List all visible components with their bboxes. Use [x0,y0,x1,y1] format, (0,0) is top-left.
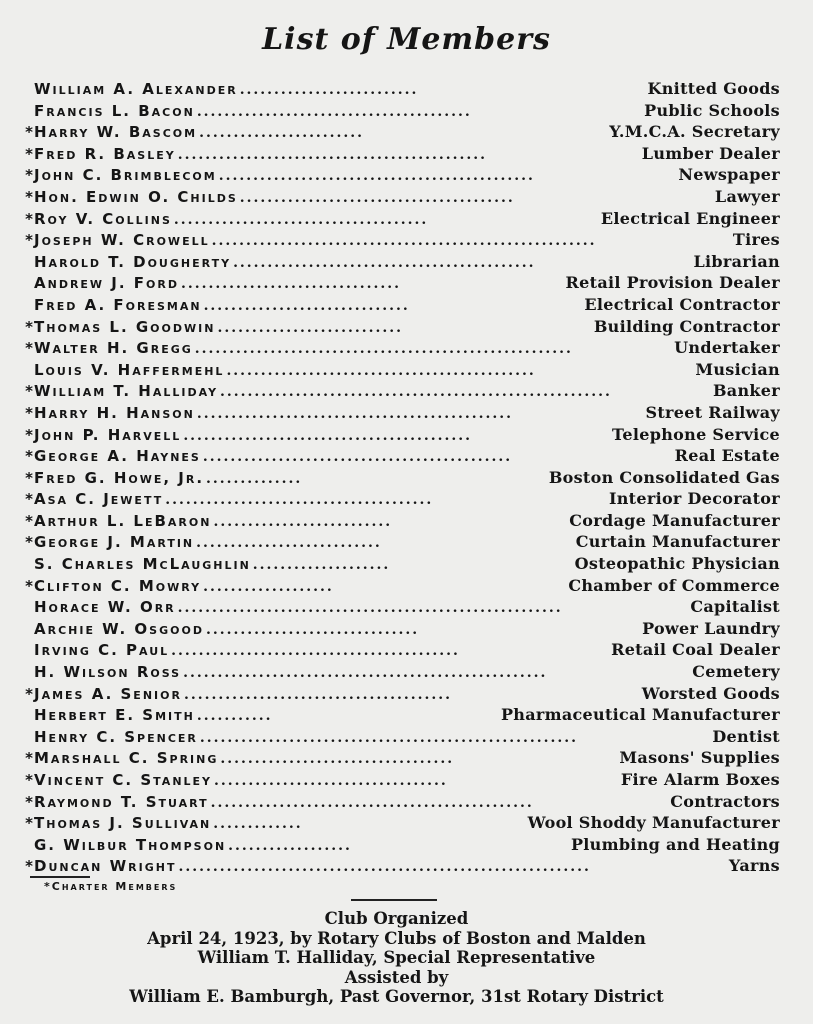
dot-leader: ....................................................... [194,341,573,358]
member-occupation: Librarian [693,251,780,271]
member-occupation: Electrical Engineer [600,208,780,228]
dot-leader: ............................................. [226,362,536,379]
member-occupation: Electrical Contractor [584,294,780,314]
charter-marker: * [25,403,33,422]
member-name: Marshall C. Spring [34,749,219,768]
charter-marker: * [25,123,33,142]
member-name: Walter H. Gregg [34,339,193,358]
member-name: Raymond T. Stuart [34,792,209,811]
member-row [20,446,780,468]
member-row [20,576,780,598]
dot-leader: ........................... [217,319,404,336]
charter-marker: * [25,576,33,595]
charter-marker: * [25,166,33,185]
member-occupation: Real Estate [674,446,780,466]
footer [0,909,793,1007]
footer-line-assisted-by: Assisted by [344,967,449,987]
member-name: Fred A. Foresman [34,295,202,314]
member-name: G. Wilbur Thompson [34,835,227,854]
dot-leader: .......................... [213,513,393,530]
member-occupation: Power Laundry [642,618,780,638]
charter-marker: * [25,144,33,163]
member-name: George J. Martin [34,533,195,552]
member-occupation: Street Railway [645,402,780,422]
member-occupation: Masons' Supplies [619,748,780,768]
member-occupation: Capitalist [690,597,780,617]
dot-leader: ..................................... [173,211,429,228]
dot-leader: ............................... [205,621,420,638]
member-name: Harold T. Dougherty [34,252,232,271]
member-row [20,705,780,727]
dot-leader: ........................................ [239,189,515,206]
footer-line-representative: William T. Halliday, Special Representative [197,948,596,967]
member-name: Asa C. Jewett [34,490,164,509]
charter-marker: * [25,684,33,703]
dot-leader: ............. [213,816,303,833]
member-occupation: Contractors [670,791,780,811]
member-row [20,532,780,554]
member-occupation: Newspaper [678,165,780,185]
charter-marker: * [25,792,33,811]
dot-leader: ........... [196,708,273,725]
member-row [20,165,780,187]
charter-marker: * [25,857,33,876]
member-occupation: Musician [695,359,780,379]
dot-leader: .............. [206,470,303,487]
member-row [20,856,780,878]
member-occupation: Yarns [728,856,780,876]
member-occupation: Knitted Goods [647,79,780,98]
member-name: Henry C. Spencer [34,727,198,746]
dot-leader: .......................................... [171,643,460,660]
member-occupation: Worsted Goods [641,683,780,703]
charter-members-note: *Charter Members [44,880,178,893]
member-name: Hon. Edwin O. Childs [34,187,238,206]
dot-leader: ......................................................... [220,384,612,401]
charter-marker: * [25,533,33,552]
member-row [20,295,780,317]
charter-marker: * [25,425,33,444]
member-occupation: Curtain Manufacturer [575,532,780,552]
member-name: S. Charles McLaughlin [34,555,251,574]
member-name: Thomas L. Goodwin [34,317,216,336]
dot-leader: ........................... [196,535,382,552]
dot-leader: ............................................. [177,146,488,163]
member-occupation: Cemetery [692,662,780,682]
dot-leader: ............................................ [233,254,536,271]
member-name: Horace W. Orr [34,598,176,617]
member-row [20,468,780,490]
member-occupation: Osteopathic Physician [574,554,780,574]
member-row [20,403,780,425]
member-row [20,511,780,533]
dot-leader: .............................................. [196,405,514,422]
dot-leader: .............................................. [218,168,535,185]
footer-divider [351,899,437,901]
member-name: Fred G. Howe, Jr. [34,468,205,487]
member-occupation: Public Schools [644,100,780,120]
charter-marker: * [25,209,33,228]
dot-leader: ........................................................ [211,233,597,250]
charter-divider [30,876,90,878]
member-name: William T. Halliday [34,382,219,401]
member-name: Duncan Wright [34,857,177,876]
dot-leader: ....................................... [165,492,434,509]
dot-leader: .......................................... [183,427,473,444]
charter-marker: * [25,317,33,336]
member-row [20,79,780,101]
member-row [20,230,780,252]
member-row [20,727,780,749]
member-name: James A. Senior [34,684,182,703]
dot-leader: .......................... [239,82,419,98]
member-occupation: Lumber Dealer [641,143,780,163]
page-title: List of Members [262,22,551,57]
charter-marker: * [25,447,33,466]
member-name: Irving C. Paul [34,641,170,660]
member-name: Joseph W. Crowell [34,231,210,250]
dot-leader: .................... [252,557,391,574]
member-name: Louis V. Haffermehl [34,360,225,379]
member-row [20,554,780,576]
member-row [20,209,780,231]
footer-line-date: April 24, 1923, by Rotary Clubs of Boston and Malden [147,928,646,948]
dot-leader: ................... [203,578,334,595]
member-row [20,338,780,360]
charter-marker: * [25,749,33,768]
charter-marker: * [25,382,33,401]
member-name: Fred R. Basley [34,144,176,163]
member-occupation: Tires [732,230,780,250]
member-name: William A. Alexander [34,80,238,98]
footer-line-governor: William E. Bamburgh, Past Governor, 31st Rotary District [129,987,664,1006]
member-row [20,489,780,511]
dot-leader: ................................ [181,276,401,293]
dot-leader: ........................................ [196,103,472,120]
charter-marker: * [25,814,33,833]
member-name: H. Wilson Ross [34,663,182,682]
charter-marker: * [25,231,33,250]
member-occupation: Pharmaceutical Manufacturer [500,705,780,725]
member-row [20,748,780,770]
member-row [20,122,780,144]
member-occupation: Dentist [712,726,780,746]
member-row [20,835,780,857]
member-name: Clifton C. Mowry [34,576,202,595]
member-occupation: Wool Shoddy Manufacturer [527,813,780,833]
member-occupation: Retail Provision Dealer [565,273,780,293]
member-occupation: Building Contractor [593,316,780,336]
member-occupation: Boston Consolidated Gas [548,467,780,487]
member-occupation: Y.M.C.A. Secretary [609,122,780,142]
member-name: Harry H. Hanson [34,403,195,422]
member-name: Thomas J. Sullivan [34,814,212,833]
member-row [20,252,780,274]
member-row [20,640,780,662]
member-row [20,597,780,619]
member-occupation: Telephone Service [612,424,780,444]
member-name: Roy V. Collins [34,209,172,228]
member-row [20,101,780,123]
dot-leader: ........................................................ [177,600,563,617]
dot-leader: .............................. [203,297,410,314]
member-occupation: Retail Coal Dealer [611,640,780,660]
charter-marker: * [25,339,33,358]
member-row [20,187,780,209]
members-list [20,79,780,878]
dot-leader: ............................................. [202,449,513,466]
member-row [20,360,780,382]
dot-leader: ............................................... [210,794,534,811]
member-row [20,317,780,339]
member-row [20,381,780,403]
member-row [20,619,780,641]
member-occupation: Interior Decorator [608,489,780,509]
member-name: Arthur L. LeBaron [34,511,212,530]
member-row [20,813,780,835]
dot-leader: .................. [228,837,352,854]
member-occupation: Chamber of Commerce [568,575,780,595]
member-occupation: Fire Alarm Boxes [620,770,780,789]
member-row [20,684,780,706]
member-row [20,273,780,295]
member-name: George A. Haynes [34,447,201,466]
member-occupation: Undertaker [674,338,780,358]
charter-marker: * [25,468,33,487]
dot-leader: .................................. [220,751,455,768]
charter-marker: * [25,771,33,789]
member-row [20,770,780,792]
member-row [20,662,780,684]
dot-leader: ............................................................ [178,859,591,876]
dot-leader: ........................ [199,125,365,142]
member-occupation: Plumbing and Heating [570,834,780,854]
dot-leader: ..................................................... [183,665,548,682]
member-occupation: Banker [712,381,780,401]
member-occupation: Lawyer [714,186,780,206]
member-row [20,792,780,814]
member-name: Herbert E. Smith [34,706,195,725]
dot-leader: ....................................... [183,686,453,703]
member-name: Andrew J. Ford [34,274,179,293]
member-row [20,425,780,447]
dot-leader: .................................. [214,773,448,789]
charter-marker: * [25,511,33,530]
member-row [20,144,780,166]
dot-leader: ....................................................... [199,729,578,746]
member-name: John P. Harvell [34,425,182,444]
footer-line-club-organized: Club Organized [324,909,469,928]
member-name: John C. Brimblecom [34,166,217,185]
member-name: Francis L. Bacon [34,101,195,120]
member-occupation: Cordage Manufacturer [569,510,780,530]
member-name: Vincent C. Stanley [34,771,213,789]
charter-marker: * [25,187,33,206]
charter-marker: * [25,490,33,509]
member-name: Archie W. Osgood [34,619,204,638]
member-name: Harry W. Bascom [34,123,198,142]
